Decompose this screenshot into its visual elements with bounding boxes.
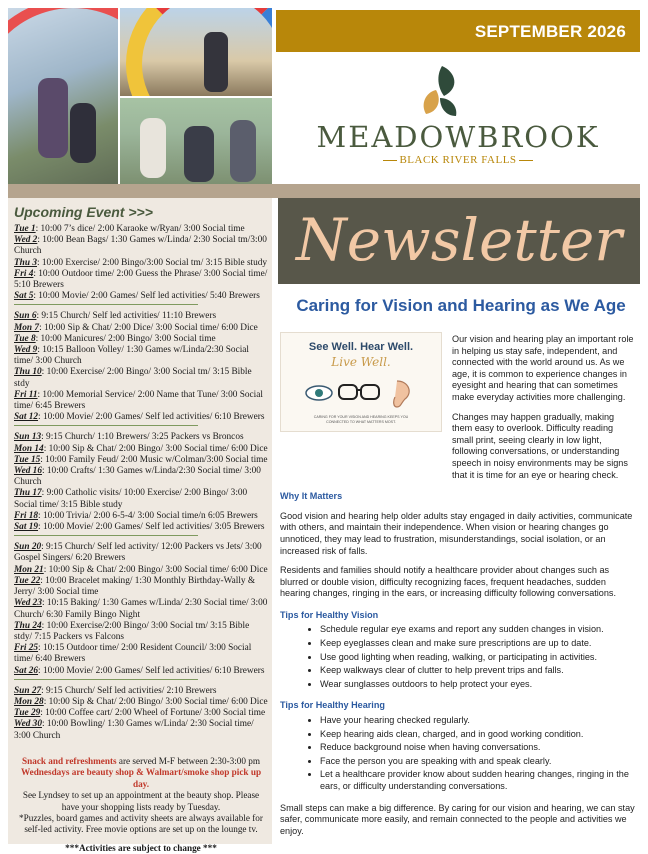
divider-band [8, 184, 640, 198]
event-item: Sat 12: 10:00 Movie/ 2:00 Games/ Self led activities/ 6:10 Brewers [14, 412, 265, 423]
event-item: Fri 4: 10:00 Outdoor time/ 2:00 Guess the Phrase/ 3:00 Social time/ 5:10 Brewers [14, 268, 268, 291]
event-item: Sun 27: 9:15 Church/ Self led activities/ 2:10 Brewers [14, 685, 217, 696]
person-silhouette [184, 126, 214, 182]
event-item: Sun 6: 9:15 Church/ Self led activities/ 11:10 Brewers [14, 311, 217, 322]
article-closing: Small steps can make a big difference. By caring for our vision and hearing, we can stay safer, communicate more easily, and remain connected to the people and activities we enjoy. [280, 802, 635, 836]
beauty-note: Wednesdays are beauty shop & Walmart/smoke shop pick up day. [20, 767, 262, 789]
photo-balloon-arch [120, 8, 272, 96]
person-silhouette [140, 118, 166, 178]
event-item: Thu 24: 10:00 Exercise/2:00 Bingo/ 3:00 Social tm/ 3:15 Bible stdy/ 7:15 Packers vs Falcons [14, 620, 250, 642]
event-item: Sat 19: 10:00 Movie/ 2:00 Games/ Self led activities/ 3:05 Brewers [14, 522, 265, 533]
event-item: Mon 21: 10:00 Sip & Chat/ 2:00 Bingo/ 3:00 Social time/ 6:00 Dice [14, 564, 268, 575]
change-notice: ***Activities are subject to change *** [65, 842, 217, 853]
newsletter-title: Newsletter [295, 206, 623, 274]
week-divider [14, 535, 198, 539]
article-body [280, 334, 636, 837]
week-divider [14, 425, 198, 429]
list-item: • Reduce background noise when having conversations. [320, 742, 636, 754]
month-bar [276, 10, 640, 52]
why-paragraph-2: Residents and families should notify a healthcare provider about changes such as blurred or double vision, difficulty recognizing faces, frequent headaches, sudden hearing changes, ringing in the ears, or increasing difficulty following conversations. [280, 565, 616, 599]
person-silhouette [204, 32, 228, 92]
event-item: Tue 1: 10:00 7’s dice/ 2:00 Karaoke w/Ryan/ 3:00 Social time [14, 224, 245, 234]
events-list [14, 224, 268, 742]
week-divider [14, 679, 198, 683]
event-item: Thu 3: 10:00 Exercise/ 2:00 Bingo/3:00 Social tm/ 3:15 Bible study [14, 257, 268, 268]
brand-subtitle [276, 154, 640, 166]
list-item: • Let a healthcare provider know about sudden hearing changes, ringing in the ears, or difficulty understanding conversations. [320, 769, 636, 792]
event-item: Fri 25: 10:15 Outdoor time/ 2:00 Resident Council/ 3:00 Social time/ 6:40 Brewers [14, 643, 252, 665]
hearing-tips-list [280, 715, 636, 793]
event-item: Wed 30: 10:00 Bowling/ 1:30 Games w/Linda/ 2:30 Social time/ 3:00 Church [14, 719, 254, 741]
list-item: • Face the person you are speaking with and speak clearly. [320, 756, 636, 768]
event-item: Sun 13: 9:15 Church/ 1:10 Brewers/ 3:25 Packers vs Broncos [14, 432, 244, 443]
lyndsey-note: See Lyndsey to set up an appointment at the beauty shop. Please have your shopping lists ready by Tuesday. [22, 790, 260, 812]
event-item: Sat 5: 10:00 Movie/ 2:00 Games/ Self led activities/ 5:40 Brewers [14, 291, 260, 302]
hearing-tips-heading: Tips for Healthy Hearing [280, 700, 385, 711]
event-item: Mon 7: 10:00 Sip & Chat/ 2:00 Dice/ 3:00 Social time/ 6:00 Dice [14, 322, 258, 333]
photo-collage [8, 8, 272, 186]
upcoming-events-title: Upcoming Event >>> [14, 204, 153, 220]
list-item: • Use good lighting when reading, walking, or participating in activities. [320, 652, 636, 664]
article-paragraph-changes: Changes may happen gradually, making them easy to overlook. Difficulty reading small print, seeing clearly in low light, following conversations, or understanding speech in noisy environments may be signs that it is time for an eye or hearing check. [452, 411, 628, 480]
why-paragraph-1: Good vision and hearing help older adults stay engaged in daily activities, communicate with others, and maintain their independence. When vision or hearing changes go unnoticed, they may lead to frustration, misunderstandings, social isolation, or an increased risk of falls. [280, 510, 633, 556]
photo-residents-rainbow-arch [8, 8, 118, 186]
vision-tips-heading: Tips for Healthy Vision [280, 609, 379, 620]
event-item: Sun 20: 9:15 Church/ Self led activity/ 12:00 Packers vs Jets/ 3:00 Gospel Singers/ 6:20 Brewers [14, 542, 262, 564]
event-item: Tue 29: 10:00 Coffee cart/ 2:00 Wheel of Fortune/ 3:00 Social time [14, 708, 266, 719]
event-item: Mon 14: 10:00 Sip & Chat/ 2:00 Bingo/ 3:00 Social time/ 6:00 Dice [14, 443, 268, 454]
photo-outdoor-activity [120, 98, 272, 186]
list-item: • Keep hearing aids clean, charged, and in good working condition. [320, 729, 636, 741]
article-title: Caring for Vision and Hearing as We Age [296, 296, 626, 315]
event-item: Thu 10: 10:00 Exercise/ 2:00 Bingo/ 3:00 Social tm/ 3:15 Bible stdy [14, 367, 252, 389]
list-item: • Keep walkways clear of clutter to help prevent trips and falls. [320, 665, 636, 677]
snack-note: Snack and refreshments are served M-F between 2:30-3:00 pm [22, 756, 260, 766]
brand-name: MEADOWBROOK [316, 120, 600, 154]
illustration-subheading: Live Well. [331, 355, 391, 369]
leaf-logo-icon [416, 62, 464, 120]
person-silhouette [38, 78, 68, 158]
person-silhouette [70, 103, 96, 163]
event-item: Wed 2: 10:00 Bean Bags/ 1:30 Games w/Linda/ 2:30 Social tm/3:00 Church [14, 235, 267, 257]
event-item: Tue 15: 10:00 Family Feud/ 2:00 Music w/Colman/3:00 Social time [14, 454, 268, 465]
illustration-heading: See Well. Hear Well. [308, 341, 414, 353]
why-it-matters-heading: Why It Matters [280, 491, 343, 502]
event-item: Tue 8: 10:00 Manicures/ 2:00 Bingo/ 3:00 Social time [14, 333, 216, 344]
event-item: Wed 23: 10:15 Baking/ 1:30 Games w/Linda/ 2:30 Social time/ 3:00 Church/ 6:30 Family Bingo Night [14, 598, 268, 620]
brand-location: BLACK RIVER FALLS [399, 154, 517, 166]
vision-tips-list [280, 624, 636, 690]
event-item: Sat 26: 10:00 Movie/ 2:00 Games/ Self led activities/ 6:10 Brewers [14, 665, 265, 676]
list-item: • Keep eyeglasses clean and make sure prescriptions are up to date. [320, 638, 636, 650]
month-label: SEPTEMBER 2026 [474, 22, 626, 41]
balloon-arch-decoration [126, 8, 272, 96]
event-item: Fri 18: 10:00 Trivia/ 2:00 6-5-4/ 3:00 Social time/n 6:05 Brewers [14, 510, 258, 521]
event-item: Tue 22: 10:00 Bracelet making/ 1:30 Monthly Birthday-Wally & Jerry/ 3:00 Social time [14, 575, 256, 598]
event-item: Thu 17: 9:00 Catholic visits/ 10:00 Exercise/ 2:00 Bingo/ 3:00 Social time/ 3:15 Bible study [14, 488, 248, 510]
puzzles-note: *Puzzles, board games and activity sheets are always available for self-led activity. Free movie options are set up on the lounge tv. [19, 813, 263, 835]
event-item: Fri 11: 10:00 Memorial Service/ 2:00 Name that Tune/ 3:00 Social time/ 6:45 Brewers [14, 389, 263, 412]
week-divider [14, 304, 198, 308]
event-item: Wed 16: 10:00 Crafts/ 1:30 Games w/Linda/2:30 Social time/ 3:00 Church [14, 466, 261, 488]
list-item: • Have your hearing checked regularly. [320, 715, 636, 727]
list-item: • Wear sunglasses outdoors to help protect your eyes. [320, 679, 636, 691]
article-intro: Our vision and hearing play an important role in helping us stay safe, independent, and connected with the world around us. As we age, it is common to experience changes in eyesight and hearing that can sometimes make everyday activities more challenging. [452, 334, 634, 402]
list-item: • Schedule regular eye exams and report any sudden changes in vision. [320, 624, 636, 636]
person-silhouette [230, 120, 256, 182]
event-item: Wed 9: 10:15 Balloon Volley/ 1:30 Games w/Linda/2:30 Social time/ 3:00 Church [14, 345, 249, 367]
illustration-caption: CARING FOR YOUR VISION AND HEARING KEEPS YOU CONNECTED TO WHAT MATTERS MOST. [313, 415, 409, 424]
event-item: Mon 28: 10:00 Sip & Chat/ 2:00 Bingo/ 3:00 Social time/ 6:00 Dice [14, 696, 268, 707]
sidebar-notes [14, 756, 268, 854]
